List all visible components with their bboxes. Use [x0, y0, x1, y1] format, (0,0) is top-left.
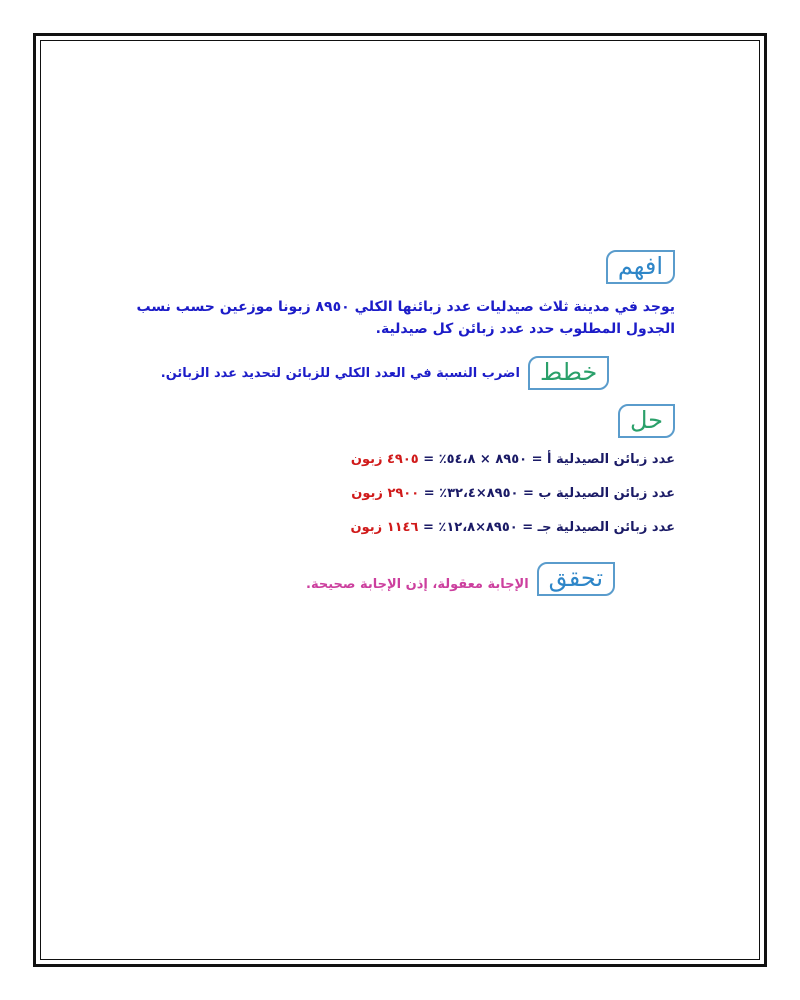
- check-section: [95, 562, 675, 596]
- result-c: ١١٤٦ زبون: [350, 520, 419, 535]
- check-text: الإجابة معقولة، إذن الإجابة صحيحة.: [306, 576, 529, 592]
- solution-line-b: [95, 482, 675, 506]
- solve-label: حل: [618, 404, 675, 438]
- understand-label: افهم: [606, 250, 675, 284]
- equation-b: عدد زبائن الصيدلية ب = ٨٩٥٠×٣٢،٤٪ =: [419, 486, 675, 501]
- solution-line-a: [95, 448, 675, 472]
- plan-label: خطط: [528, 356, 609, 390]
- result-b: ٢٩٠٠ زبون: [351, 486, 420, 501]
- plan-text: اضرب النسبة في العدد الكلي للزبائن لتحديد عدد الزبائن.: [160, 365, 520, 381]
- solve-section: [95, 404, 675, 540]
- plan-section: [95, 356, 675, 390]
- solution-content: [95, 250, 675, 596]
- solution-line-c: [95, 516, 675, 540]
- equation-a: عدد زبائن الصيدلية أ = ٨٩٥٠ × ٥٤،٨٪ =: [418, 452, 675, 467]
- check-label: تحقق: [537, 562, 615, 596]
- problem-statement: يوجد في مدينة ثلاث صيدليات عدد زبائنها الكلي ٨٩٥٠ زبونا موزعين حسب نسب الجدول المطلوب حدد عدد زبائن كل صيدلية.: [136, 299, 675, 337]
- understand-section: [95, 250, 675, 340]
- result-a: ٤٩٠٥ زبون: [350, 452, 419, 467]
- equation-c: عدد زبائن الصيدلية جـ = ٨٩٥٠×١٢،٨٪ =: [422, 520, 675, 535]
